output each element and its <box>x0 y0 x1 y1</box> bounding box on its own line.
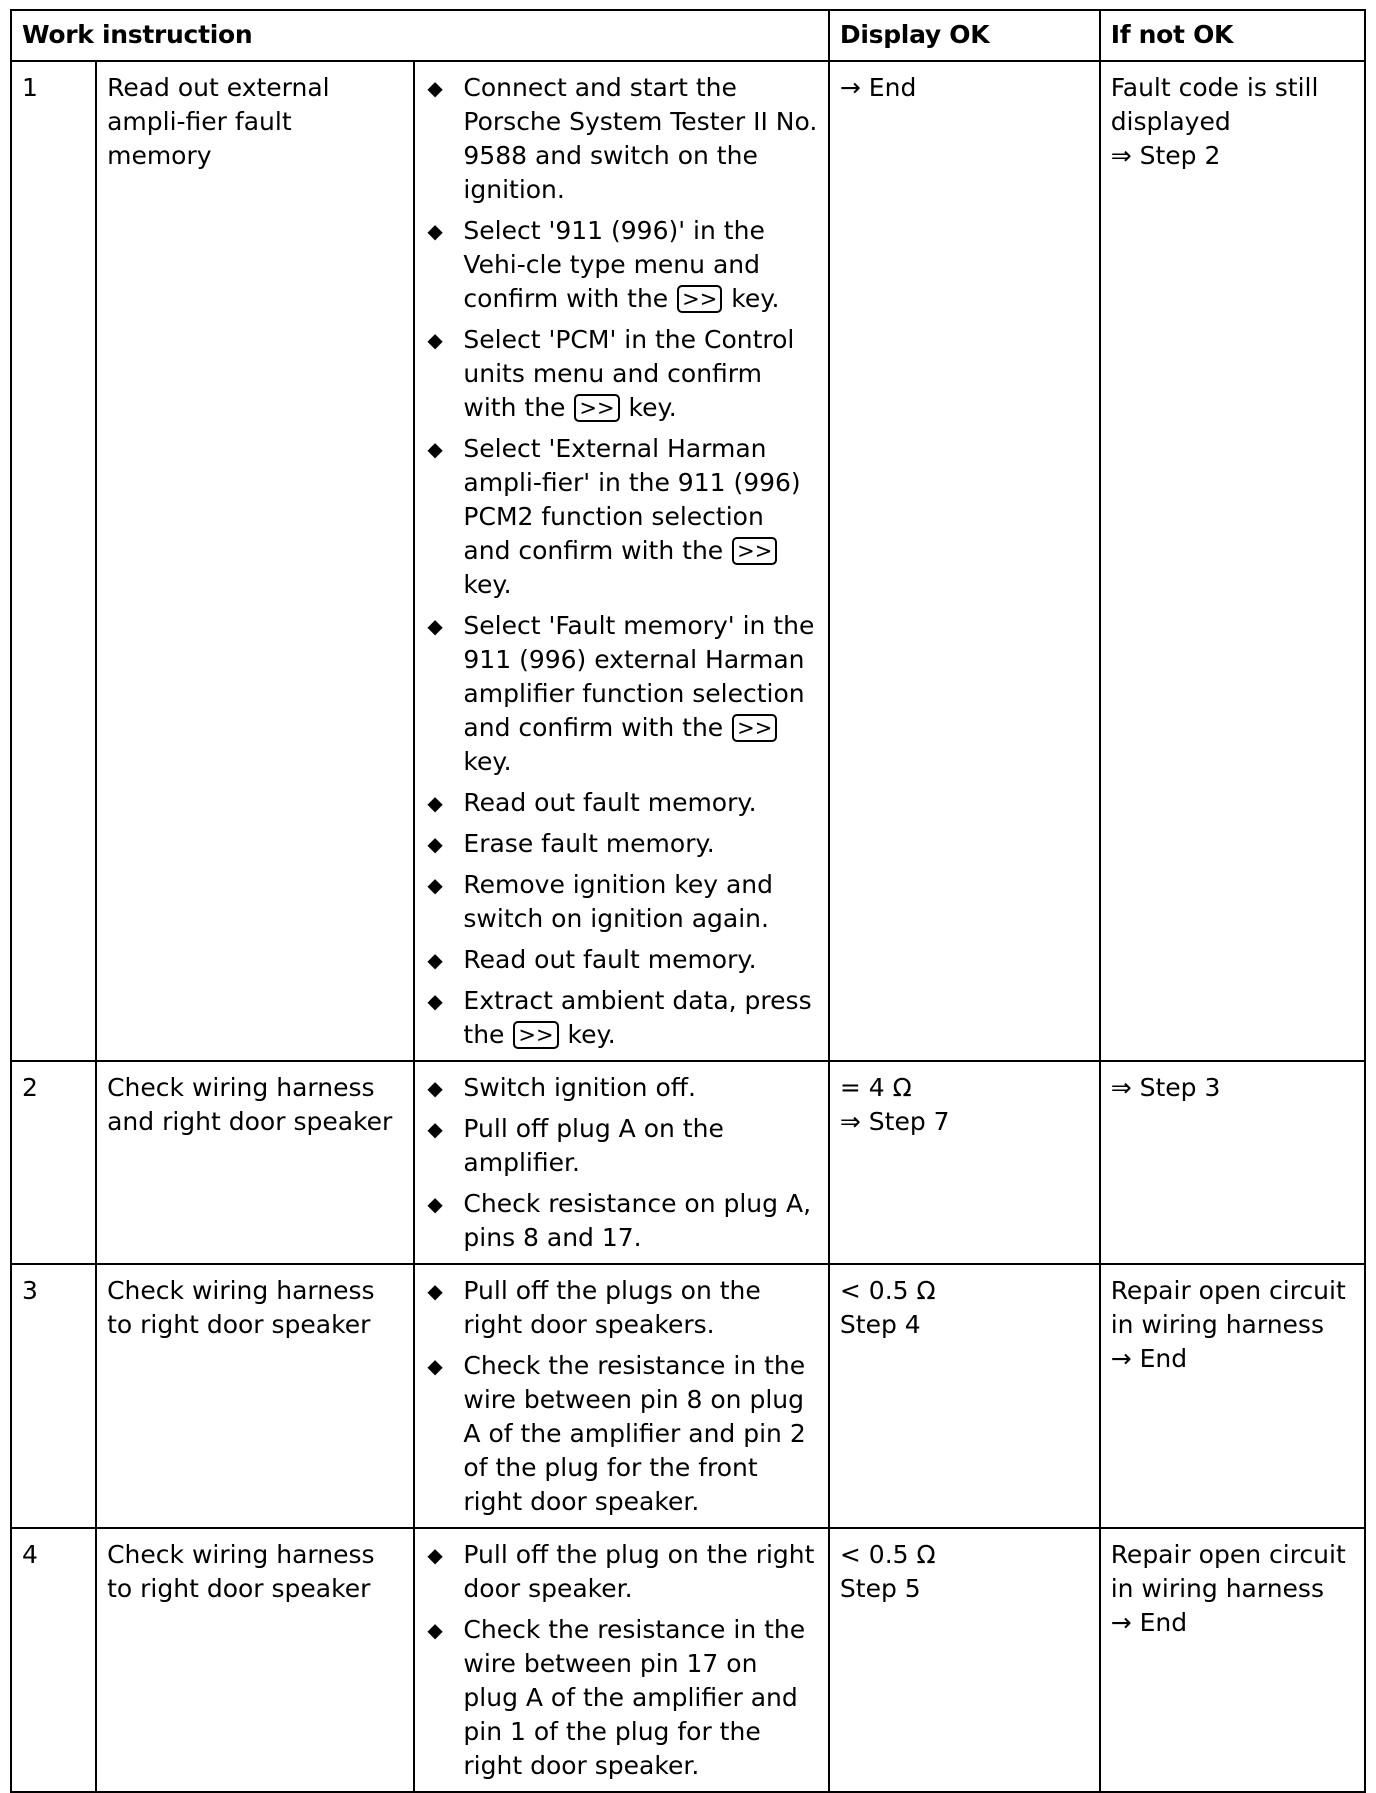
tester-key-button: >> <box>732 537 777 565</box>
action-text: Extract ambient data, press the <box>463 986 812 1049</box>
action-item <box>425 1538 818 1606</box>
action-text-suffix: key. <box>559 1020 616 1049</box>
step-number: 4 <box>11 1528 96 1792</box>
action-list <box>425 1538 818 1783</box>
diamond-bullet-icon: ◆ <box>427 219 443 243</box>
diamond-bullet-icon: ◆ <box>427 1354 443 1378</box>
diamond-bullet-icon: ◆ <box>427 76 443 100</box>
table-row <box>11 1061 1365 1264</box>
diamond-bullet-icon: ◆ <box>427 328 443 352</box>
step-number: 2 <box>11 1061 96 1264</box>
step-title: Read out external ampli-fier fault memory <box>96 61 414 1061</box>
action-item <box>425 1349 818 1519</box>
action-list <box>425 71 818 1052</box>
table-row <box>11 1528 1365 1792</box>
display-ok-result <box>829 1528 1100 1792</box>
result-line: < 0.5 Ω <box>839 1540 936 1569</box>
tester-key-button: >> <box>732 714 777 742</box>
action-list <box>425 1274 818 1519</box>
result-line: Step 5 <box>839 1574 921 1603</box>
result-line: ⇒ Step 3 <box>1110 1073 1221 1102</box>
step-number: 1 <box>11 61 96 1061</box>
step-number: 3 <box>11 1264 96 1528</box>
result-line: Repair open circuit in wiring harness <box>1110 1276 1346 1339</box>
action-text: Select 'External Harman ampli-fier' in the 911 (996) PCM2 function selection and confirm with the <box>463 434 801 565</box>
table-row <box>11 1264 1365 1528</box>
action-item <box>425 1071 818 1105</box>
action-text: Remove ignition key and switch on ignition again. <box>463 870 773 933</box>
diamond-bullet-icon: ◆ <box>427 873 443 897</box>
action-item <box>425 214 818 316</box>
diamond-bullet-icon: ◆ <box>427 791 443 815</box>
tester-key-button: >> <box>677 285 722 313</box>
action-text-suffix: key. <box>463 570 512 599</box>
result-line: < 0.5 Ω <box>839 1276 936 1305</box>
action-item <box>425 323 818 425</box>
action-item <box>425 984 818 1052</box>
display-ok-result <box>829 1264 1100 1528</box>
action-text: Pull off the plugs on the right door speakers. <box>463 1276 761 1339</box>
if-not-ok-result <box>1100 61 1365 1061</box>
diamond-bullet-icon: ◆ <box>427 1192 443 1216</box>
action-item <box>425 786 818 820</box>
action-text: Pull off plug A on the amplifier. <box>463 1114 724 1177</box>
action-item <box>425 827 818 861</box>
result-line: ⇒ Step 2 <box>1110 141 1221 170</box>
action-list <box>425 1071 818 1255</box>
action-text: Switch ignition off. <box>463 1073 696 1102</box>
action-text: Select 'PCM' in the Control units menu and confirm with the <box>463 325 795 422</box>
diamond-bullet-icon: ◆ <box>427 1076 443 1100</box>
action-item <box>425 1274 818 1342</box>
action-text: Read out fault memory. <box>463 788 757 817</box>
tester-key-button: >> <box>574 394 619 422</box>
result-line: ⇒ Step 7 <box>839 1107 950 1136</box>
action-text: Connect and start the Porsche System Tester II No. 9588 and switch on the ignition. <box>463 73 818 204</box>
action-item <box>425 1187 818 1255</box>
result-line: → End <box>839 73 917 102</box>
action-item <box>425 71 818 207</box>
header-display-ok: Display OK <box>829 10 1100 61</box>
diamond-bullet-icon: ◆ <box>427 1543 443 1567</box>
action-item <box>425 1613 818 1783</box>
header-if-not-ok: If not OK <box>1100 10 1365 61</box>
step-actions <box>414 1264 829 1528</box>
tester-key-button: >> <box>513 1021 558 1049</box>
action-text: Check the resistance in the wire between pin 17 on plug A of the amplifier and pin 1 of the plug for the right door speaker. <box>463 1615 806 1780</box>
action-text: Check the resistance in the wire between pin 8 on plug A of the amplifier and pin 2 of the plug for the front right door speaker. <box>463 1351 806 1516</box>
action-item <box>425 609 818 779</box>
result-line: = 4 Ω <box>839 1073 912 1102</box>
action-text-suffix: key. <box>620 393 677 422</box>
step-actions <box>414 61 829 1061</box>
diamond-bullet-icon: ◆ <box>427 948 443 972</box>
table-body <box>11 61 1365 1792</box>
work-instruction-page <box>10 9 1366 1793</box>
action-item <box>425 943 818 977</box>
action-text: Read out fault memory. <box>463 945 757 974</box>
result-line: Step 4 <box>839 1310 921 1339</box>
diamond-bullet-icon: ◆ <box>427 437 443 461</box>
diamond-bullet-icon: ◆ <box>427 832 443 856</box>
result-line: → End <box>1110 1344 1188 1373</box>
diamond-bullet-icon: ◆ <box>427 1279 443 1303</box>
header-work-instruction: Work instruction <box>11 10 829 61</box>
step-actions <box>414 1528 829 1792</box>
step-title: Check wiring harness to right door speaker <box>96 1264 414 1528</box>
work-instruction-table <box>10 9 1366 1793</box>
if-not-ok-result <box>1100 1264 1365 1528</box>
step-title: Check wiring harness and right door speaker <box>96 1061 414 1264</box>
action-text: Check resistance on plug A, pins 8 and 17. <box>463 1189 812 1252</box>
diamond-bullet-icon: ◆ <box>427 614 443 638</box>
diamond-bullet-icon: ◆ <box>427 989 443 1013</box>
action-item <box>425 1112 818 1180</box>
if-not-ok-result <box>1100 1061 1365 1264</box>
action-item <box>425 868 818 936</box>
diamond-bullet-icon: ◆ <box>427 1117 443 1141</box>
action-text: Select '911 (996)' in the Vehi-cle type menu and confirm with the <box>463 216 765 313</box>
step-title: Check wiring harness to right door speaker <box>96 1528 414 1792</box>
display-ok-result <box>829 1061 1100 1264</box>
action-text-suffix: key. <box>723 284 780 313</box>
action-item <box>425 432 818 602</box>
result-line: Repair open circuit in wiring harness <box>1110 1540 1346 1603</box>
action-text: Erase fault memory. <box>463 829 715 858</box>
diamond-bullet-icon: ◆ <box>427 1618 443 1642</box>
table-header-row <box>11 10 1365 61</box>
result-line: → End <box>1110 1608 1188 1637</box>
action-text: Select 'Fault memory' in the 911 (996) external Harman amplifier function selection and confirm with the <box>463 611 815 742</box>
result-line: Fault code is still displayed <box>1110 73 1319 136</box>
action-text: Pull off the plug on the right door speaker. <box>463 1540 815 1603</box>
step-actions <box>414 1061 829 1264</box>
action-text-suffix: key. <box>463 747 512 776</box>
table-row <box>11 61 1365 1061</box>
display-ok-result <box>829 61 1100 1061</box>
if-not-ok-result <box>1100 1528 1365 1792</box>
